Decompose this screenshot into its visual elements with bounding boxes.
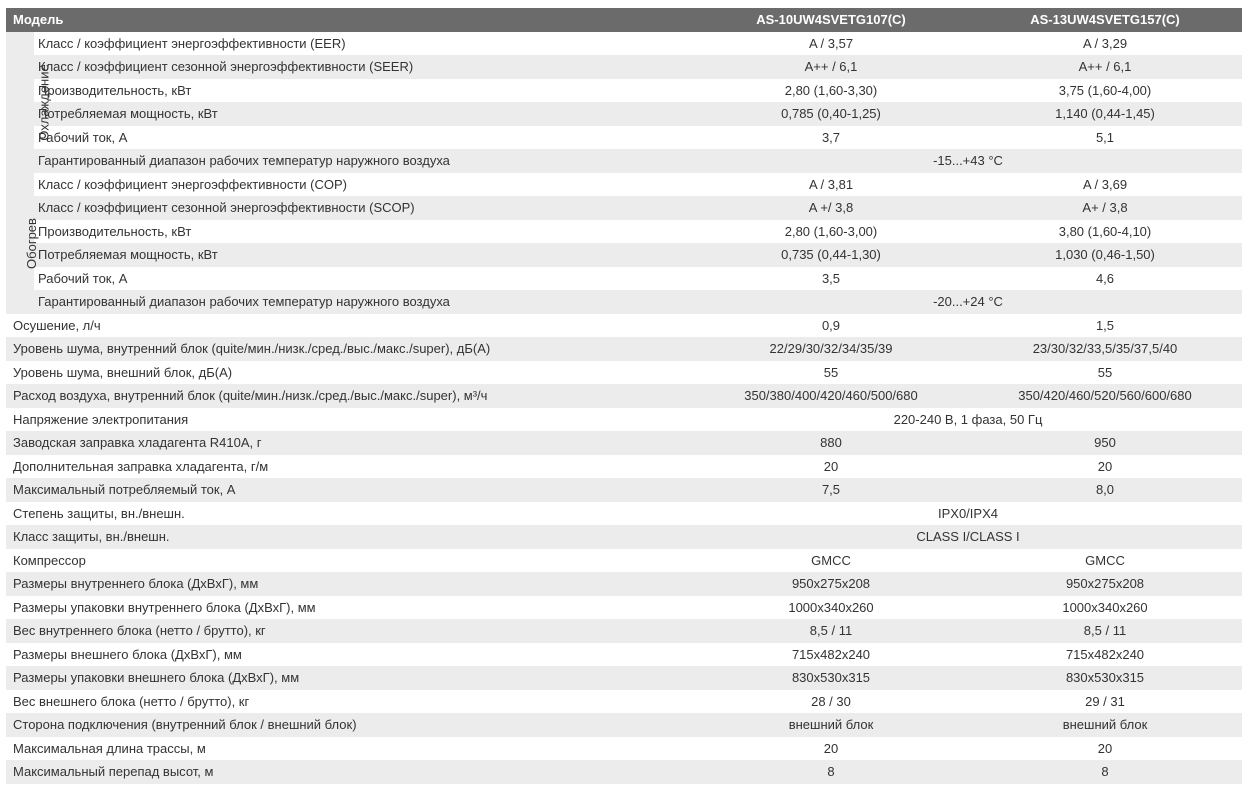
row-label: Размеры внутреннего блока (ДхВхГ), мм (6, 572, 694, 596)
row-value-merged: -15...+43 °C (694, 149, 1242, 173)
row-value-model-1: 1000x340x260 (788, 599, 874, 615)
row-value-model-2: 3,75 (1,60-4,00) (1058, 82, 1152, 98)
row-value-model-2: 950 (968, 431, 1242, 455)
row-value-model-1: A +/ 3,8 (694, 196, 968, 220)
table-row (6, 196, 1242, 220)
table-row (6, 760, 1242, 784)
row-label: Дополнительная заправка хладагента, г/м (13, 458, 269, 474)
row-label: Вес внутреннего блока (нетто / брутто), кг (6, 619, 694, 643)
row-label: Класс / коэффициент энергоэффективности (COP) (38, 176, 347, 192)
table-row (6, 666, 1242, 690)
row-value-merged: CLASS I/CLASS I (694, 525, 1242, 549)
row-value-model-1: 7,5 (694, 478, 968, 502)
row-value-model-2: 8,5 / 11 (968, 619, 1242, 643)
row-value-model-1: 0,735 (0,44-1,30) (694, 243, 968, 267)
row-label: Максимальная длина трассы, м (13, 740, 206, 756)
row-label: Гарантированный диапазон рабочих температур наружного воздуха (34, 290, 694, 314)
table-row (6, 337, 1242, 361)
row-value-model-1: 880 (694, 431, 968, 455)
row-label: Гарантированный диапазон рабочих температур наружного воздуха (34, 149, 694, 173)
row-value-model-2: A++ / 6,1 (968, 55, 1242, 79)
header-model-2: AS-13UW4SVETG157(C) (968, 8, 1242, 32)
row-value-merged: IPX0/IPX4 (938, 505, 998, 521)
row-value-model-1: A++ / 6,1 (694, 55, 968, 79)
row-value-model-1: 2,80 (1,60-3,30) (784, 82, 878, 98)
row-value-model-2: 29 / 31 (1085, 693, 1125, 709)
row-value-model-1: 20 (823, 458, 839, 474)
table-row (6, 149, 1242, 173)
table-row (6, 243, 1242, 267)
row-value-model-1: 22/29/30/32/34/35/39 (694, 337, 968, 361)
table-row (6, 408, 1242, 432)
row-label: Потребляемая мощность, кВт (34, 102, 694, 126)
row-value-model-1: 350/380/400/420/460/500/680 (694, 384, 968, 408)
row-label: Размеры упаковки внутреннего блока (ДхВхГ), мм (13, 599, 316, 615)
spec-table-body (6, 32, 1242, 784)
table-row (6, 290, 1242, 314)
table-header-row (6, 8, 1242, 32)
row-value-model-1: GMCC (811, 552, 851, 568)
row-value-model-1: A / 3,57 (808, 35, 854, 51)
group-label-cooling (6, 32, 52, 173)
table-row (6, 502, 1242, 526)
table-row (6, 737, 1242, 761)
row-value-model-1: 3,5 (821, 270, 841, 286)
table-row (6, 55, 1242, 79)
row-label: Уровень шума, внутренний блок (quite/мин./низк./сред./выс./макс./super), дБ(А) (6, 337, 694, 361)
table-row (6, 314, 1242, 338)
row-label: Размеры внешнего блока (ДхВхГ), мм (13, 646, 242, 662)
row-value-model-2: 1000x340x260 (1062, 599, 1148, 615)
row-value-model-2: 3,80 (1,60-4,10) (1058, 223, 1152, 239)
row-value-model-2: A+ / 3,8 (968, 196, 1242, 220)
row-value-model-2: A / 3,69 (1082, 176, 1128, 192)
row-value-model-2: 715x482x240 (1065, 646, 1145, 662)
row-value-model-2: 1,140 (0,44-1,45) (968, 102, 1242, 126)
row-label: Потребляемая мощность, кВт (34, 243, 694, 267)
table-row (6, 173, 1242, 197)
row-value-model-1: 830x530x315 (694, 666, 968, 690)
table-row (6, 478, 1242, 502)
row-label: Уровень шума, внешний блок, дБ(А) (13, 364, 233, 380)
row-value-model-1: 28 / 30 (811, 693, 851, 709)
group-label-text: Обогрев (23, 217, 39, 269)
row-label: Расход воздуха, внутренний блок (quite/мин./низк./сред./выс./макс./super), м³/ч (6, 384, 694, 408)
row-value-model-2: внешний блок (968, 713, 1242, 737)
table-row (6, 32, 1242, 56)
row-label: Заводская заправка хладагента R410A, г (6, 431, 694, 455)
table-row (6, 384, 1242, 408)
row-label: Максимальный потребляемый ток, А (6, 478, 694, 502)
row-label: Напряжение электропитания (13, 411, 189, 427)
table-row (6, 619, 1242, 643)
table-row (6, 525, 1242, 549)
row-value-model-1: 55 (823, 364, 839, 380)
row-label: Максимальный перепад высот, м (6, 760, 694, 784)
row-label: Класс / коэффициент сезонной энергоэффективности (SCOP) (34, 196, 694, 220)
row-label: Рабочий ток, А (38, 129, 128, 145)
table-row (6, 572, 1242, 596)
row-value-model-1: 0,9 (821, 317, 841, 333)
row-value-model-2: 8,0 (968, 478, 1242, 502)
row-label: Размеры упаковки внешнего блока (ДхВхГ), мм (6, 666, 694, 690)
row-label: Класс / коэффициент сезонной энергоэффективности (SEER) (34, 55, 694, 79)
table-row (6, 690, 1242, 714)
row-label: Сторона подключения (внутренний блок / внешний блок) (6, 713, 694, 737)
table-row (6, 102, 1242, 126)
group-label-heating (6, 173, 39, 314)
row-value-model-2: 8 (968, 760, 1242, 784)
row-value-model-2: GMCC (1085, 552, 1125, 568)
row-label: Осушение, л/ч (13, 317, 101, 333)
row-value-model-1: 0,785 (0,40-1,25) (694, 102, 968, 126)
row-label: Класс защиты, вн./внешн. (6, 525, 694, 549)
table-row (6, 267, 1242, 291)
row-value-model-2: A / 3,29 (1082, 35, 1128, 51)
row-value-model-1: 2,80 (1,60-3,00) (784, 223, 878, 239)
row-label: Производительность, кВт (38, 82, 192, 98)
row-value-model-1: 8 (694, 760, 968, 784)
row-value-model-1: 950x275x208 (694, 572, 968, 596)
row-value-model-2: 4,6 (1095, 270, 1115, 286)
table-row (6, 549, 1242, 573)
table-row (6, 126, 1242, 150)
row-value-model-2: 55 (1097, 364, 1113, 380)
row-value-model-2: 23/30/32/33,5/35/37,5/40 (968, 337, 1242, 361)
table-row (6, 455, 1242, 479)
row-value-model-1: 3,7 (821, 129, 841, 145)
header-model-1: AS-10UW4SVETG107(C) (694, 8, 968, 32)
row-value-model-2: 1,030 (0,46-1,50) (968, 243, 1242, 267)
row-value-model-2: 1,5 (1095, 317, 1115, 333)
row-value-merged: -20...+24 °C (694, 290, 1242, 314)
row-value-model-2: 950x275x208 (968, 572, 1242, 596)
table-row (6, 361, 1242, 385)
row-value-model-2: 20 (1097, 458, 1113, 474)
table-row (6, 431, 1242, 455)
row-value-model-1: 20 (823, 740, 839, 756)
row-value-model-1: внешний блок (694, 713, 968, 737)
table-row (6, 79, 1242, 103)
table-row (6, 713, 1242, 737)
spec-table (6, 8, 1242, 784)
group-label-text: Охлаждение (36, 63, 52, 141)
row-value-model-1: 715x482x240 (791, 646, 871, 662)
row-value-model-2: 830x530x315 (968, 666, 1242, 690)
row-value-model-1: A / 3,81 (808, 176, 854, 192)
row-value-merged: 220-240 В, 1 фаза, 50 Гц (893, 411, 1043, 427)
row-label: Рабочий ток, А (38, 270, 128, 286)
row-label: Компрессор (13, 552, 86, 568)
header-model-label: Модель (6, 8, 694, 32)
row-label: Степень защиты, вн./внешн. (13, 505, 185, 521)
row-value-model-2: 5,1 (1095, 129, 1115, 145)
row-value-model-2: 20 (1097, 740, 1113, 756)
table-row (6, 220, 1242, 244)
row-label: Вес внешнего блока (нетто / брутто), кг (13, 693, 250, 709)
row-value-model-1: 8,5 / 11 (694, 619, 968, 643)
table-row (6, 643, 1242, 667)
table-row (6, 596, 1242, 620)
row-value-model-2: 350/420/460/520/560/600/680 (968, 384, 1242, 408)
row-label: Производительность, кВт (38, 223, 192, 239)
row-label: Класс / коэффициент энергоэффективности (EER) (38, 35, 346, 51)
